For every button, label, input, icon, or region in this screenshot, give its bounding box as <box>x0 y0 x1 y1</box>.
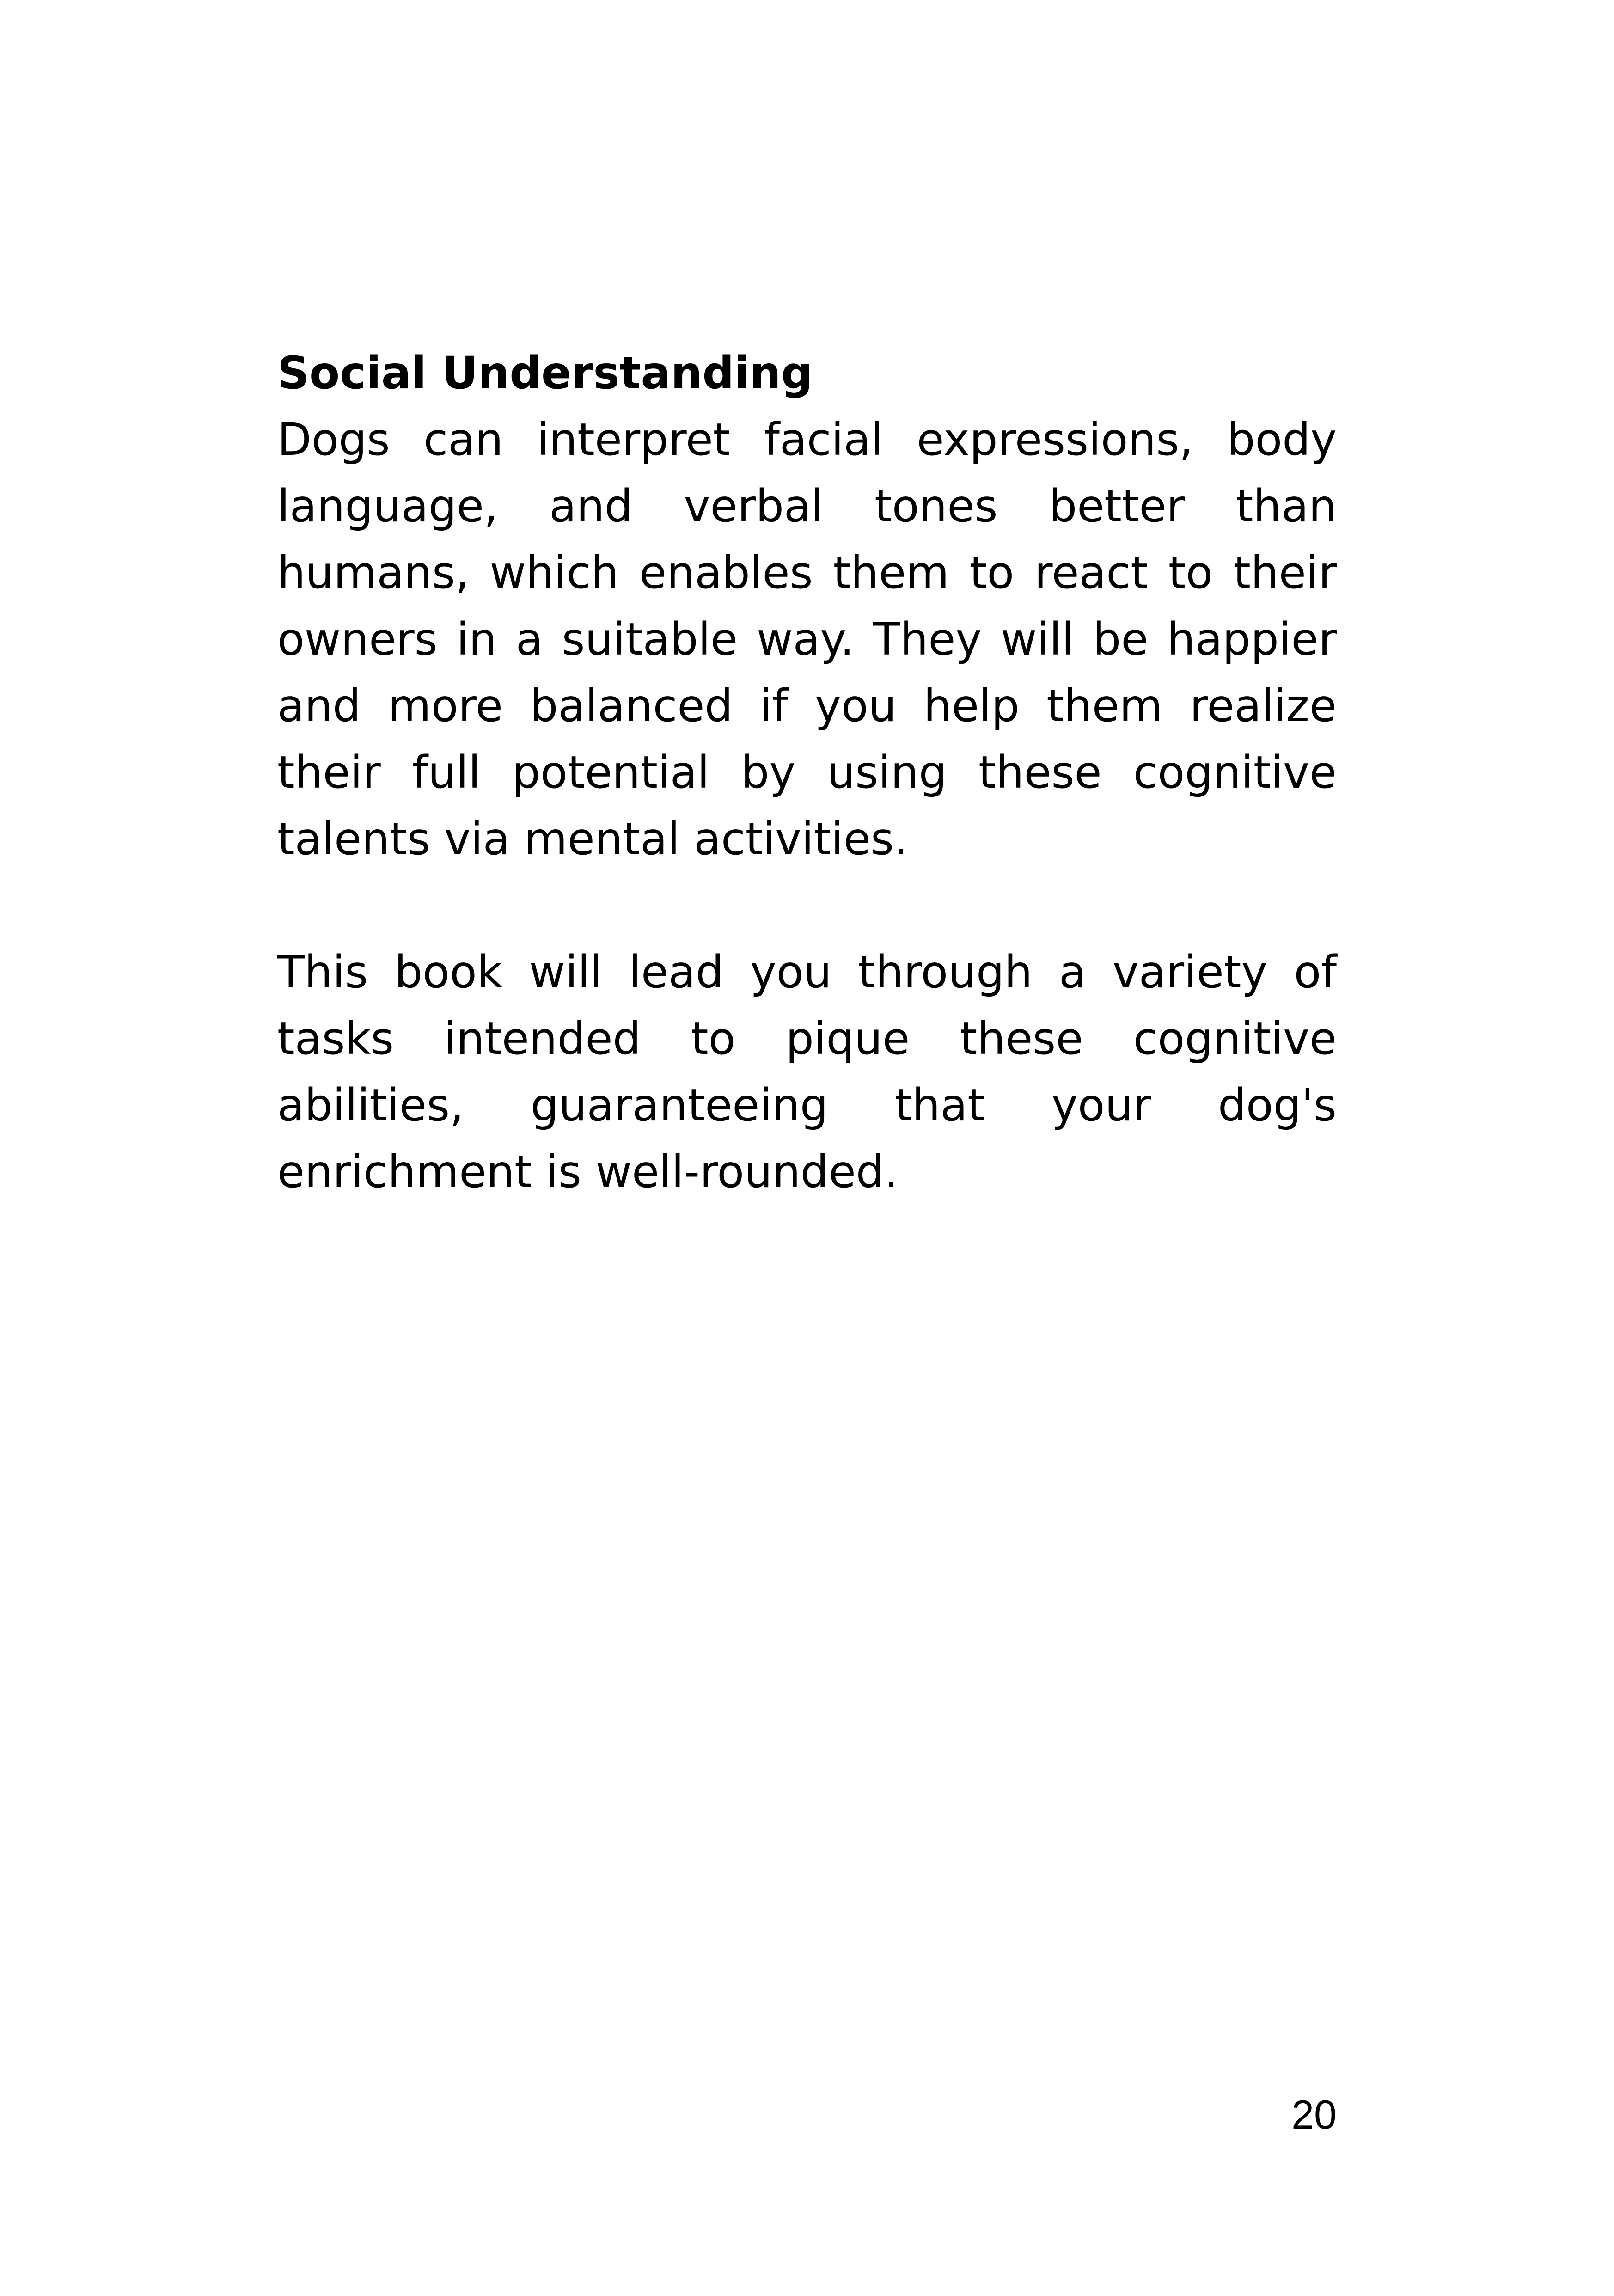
page-number: 20 <box>1291 2092 1337 2137</box>
body-paragraph: Dogs can interpret facial expressions, body language, and verbal tones better than humans, which enables them to react to their owners in a suitable way. They will be happier and more balanced if you help them realize their full potential by using these cognitive talents via mental activities. <box>277 414 1337 865</box>
page-content <box>277 340 1337 1205</box>
body-paragraph: This book will lead you through a variety of tasks intended to pique these cognitive abilities, guaranteeing that your dog's enrichment is well-rounded. <box>277 946 1337 1198</box>
section-heading: Social Understanding <box>277 347 813 399</box>
